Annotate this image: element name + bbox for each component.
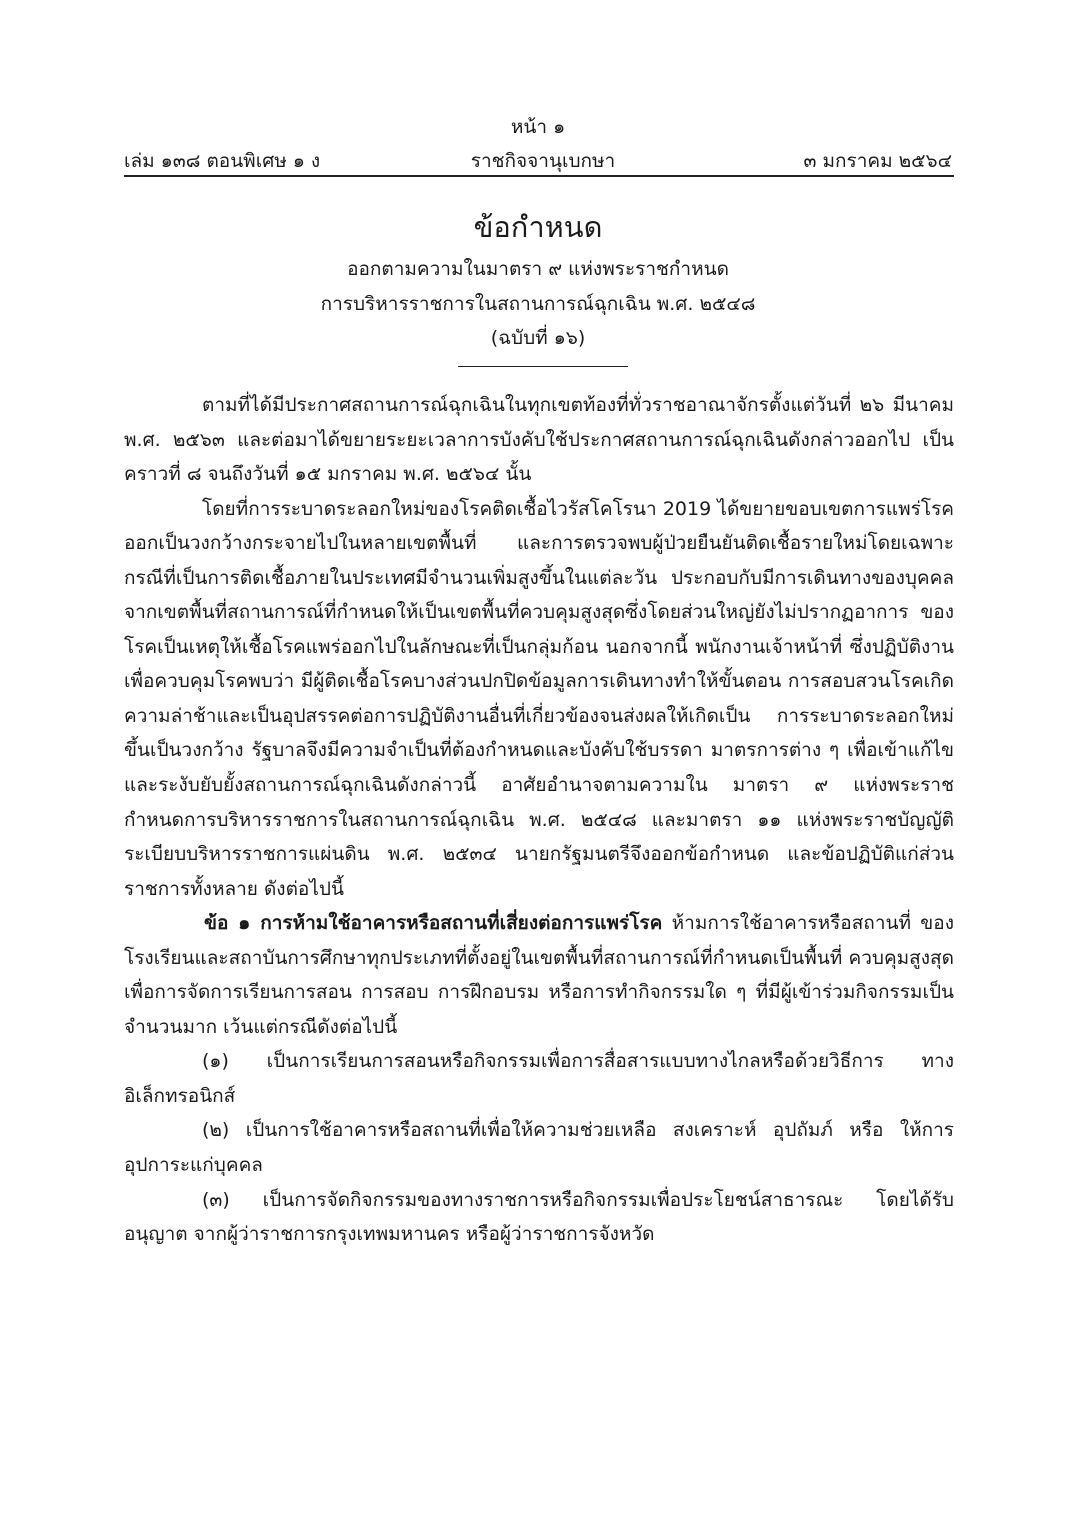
title-line-1: ออกตามความในมาตรา ๙ แห่งพระราชกำหนด bbox=[347, 258, 729, 280]
paragraph-2: โดยที่การระบาดระลอกใหม่ของโรคติดเชื้อไวรัสโคโรนา 2019 ได้ขยายขอบเขตการแพร่โรค ออกเป็นวงกว้างกระจายไปในหลายเขตพื้นที่ และการตรวจพบผู้ป่วยยืนยันติดเชื้อรายใหม่โดยเฉพาะ กรณีที่เป็นการติดเชื้อภายในประเทศมีจำนวนเพิ่มสูงขึ้นในแต่ละวัน ประกอบกับมีการเดินทางของบุคคล จากเขตพื้นที่สถานการณ์ที่กำหนดให้เป็นเขตพื้นที่ควบคุมสูงสุดซึ่งโดยส่วนใหญ่ยังไม่ปรากฏอาการ ของโรคเป็นเหตุให้เชื้อโรคแพร่ออกไปในลักษณะที่เป็นกลุ่มก้อน นอกจากนี้ พนักงานเจ้าหน้าที่ ซึ่งปฏิบัติงานเพื่อควบคุมโรคพบว่า มีผู้ติดเชื้อโรคบางส่วนปกปิดข้อมูลการเดินทางทำให้ขั้นตอน การสอบสวนโรคเกิดความล่าช้าและเป็นอุปสรรคต่อการปฏิบัติงานอื่นที่เกี่ยวข้องจนส่งผลให้เกิดเป็น การระบาดระลอกใหม่ขึ้นเป็นวงกว้าง รัฐบาลจึงมีความจำเป็นที่ต้องกำหนดและบังคับใช้บรรดา มาตรการต่าง ๆ เพื่อเข้าแก้ไขและระงับยับยั้งสถานการณ์ฉุกเฉินดังกล่าวนี้ อาศัยอำนาจตามความใน มาตรา ๙ แห่งพระราชกำหนดการบริหารราชการในสถานการณ์ฉุกเฉิน พ.ศ. ๒๕๔๘ และมาตรา ๑๑ แห่งพระราชบัญญัติระเบียบบริหารราชการแผ่นดิน พ.ศ. ๒๕๓๔ นายกรัฐมนตรีจึงออกข้อกำหนด และข้อปฏิบัติแก่ส่วนราชการทั้งหลาย ดังต่อไปนี้ bbox=[124, 497, 954, 900]
clause-1-heading: ข้อ ๑ การห้ามใช้อาคารหรือสถานที่เสี่ยงต่อการแพร่โรค bbox=[204, 912, 663, 935]
publication-date: ๓ มกราคม ๒๕๖๔ bbox=[803, 150, 952, 172]
clause-1-text: ห้ามการใช้อาคารหรือสถานที่ ของโรงเรียนและสถาบันการศึกษาทุกประเภทที่ตั้งอยู่ในเขตพื้นที่สถานการณ์ที่กำหนดเป็นพื้นที่ ควบคุมสูงสุด เพื่อการจัดการเรียนการสอน การสอบ การฝึกอบรม หรือการทำกิจกรรมใด ๆ ที่มีผู้เข้าร่วมกิจกรรมเป็นจำนวนมาก เว้นแต่กรณีดังต่อไปนี้ bbox=[124, 912, 954, 1038]
header-divider bbox=[124, 175, 954, 177]
clause-1 bbox=[124, 906, 954, 1044]
document-title: ข้อกำหนด bbox=[473, 210, 603, 244]
paragraph-1: ตามที่ได้มีประกาศสถานการณ์ฉุกเฉินในทุกเขตท้องที่ทั่วราชอาณาจักรตั้งแต่วันที่ ๒๖ มีนาคม พ.ศ. ๒๕๖๓ และต่อมาได้ขยายระยะเวลาการบังคับใช้ประกาศสถานการณ์ฉุกเฉินดังกล่าวออกไป เป็นคราวที่ ๘ จนถึงวันที่ ๑๕ มกราคม พ.ศ. ๒๕๖๔ นั้น bbox=[124, 394, 954, 486]
clause-1-item-1: (๑) เป็นการเรียนการสอนหรือกิจกรรมเพื่อการสื่อสารแบบทางไกลหรือด้วยวิธีการ ทางอิเล็กทรอนิกส์ bbox=[124, 1050, 954, 1107]
clause-1-item-2: (๒) เป็นการใช้อาคารหรือสถานที่เพื่อให้ความช่วยเหลือ สงเคราะห์ อุปถัมภ์ หรือ ให้การอุปการะแก่บุคคล bbox=[124, 1119, 954, 1177]
title-divider bbox=[458, 366, 628, 367]
document-body bbox=[124, 388, 954, 1252]
gazette-name: ราชกิจจานุเบกษา bbox=[470, 150, 616, 172]
volume-issue: เล่ม ๑๓๘ ตอนพิเศษ ๑ ง bbox=[124, 150, 321, 172]
title-line-2: การบริหารราชการในสถานการณ์ฉุกเฉิน พ.ศ. ๒๕๔๘ bbox=[320, 293, 756, 315]
clause-1-item-3: (๓) เป็นการจัดกิจกรรมของทางราชการหรือกิจกรรมเพื่อประโยชน์สาธารณะ โดยได้รับอนุญาต จากผู้ว่าราชการกรุงเทพมหานคร หรือผู้ว่าราชการจังหวัด bbox=[124, 1188, 954, 1246]
page-number: หน้า ๑ bbox=[510, 116, 566, 138]
edition-number: (ฉบับที่ ๑๖) bbox=[490, 327, 586, 349]
